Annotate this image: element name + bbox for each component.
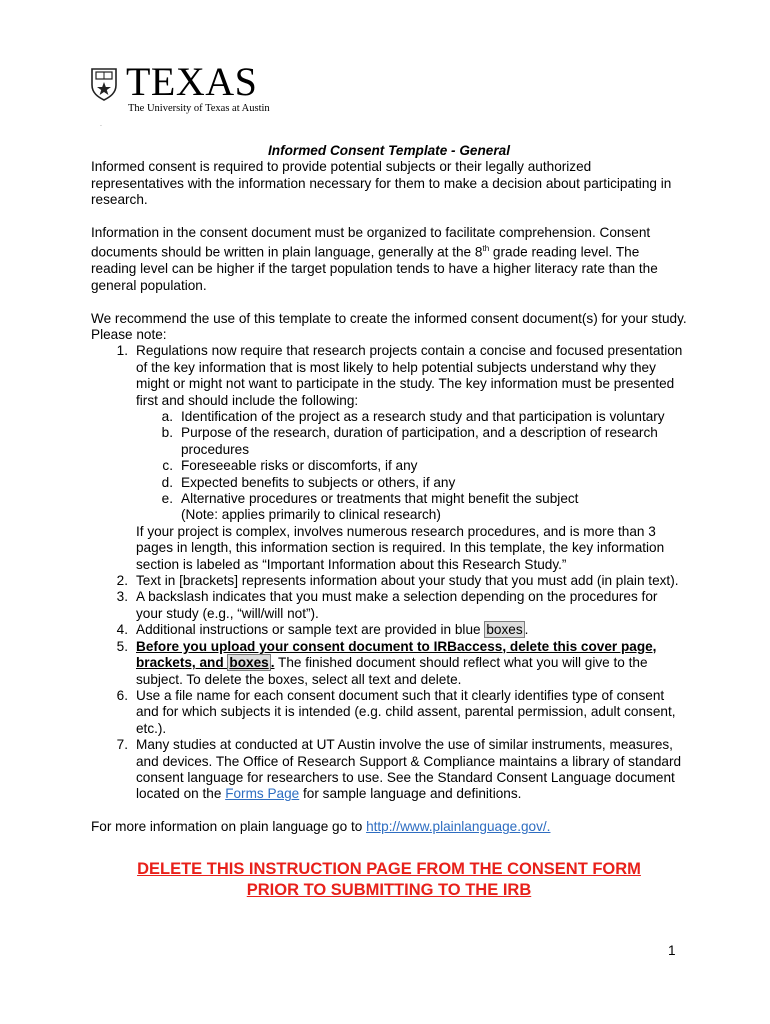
sub-item-text: Purpose of the research, duration of participation, and a description of research procedures	[181, 425, 658, 457]
key-info-sublist	[136, 409, 687, 524]
sub-item-note: (Note: applies primarily to clinical research)	[181, 507, 441, 523]
list-item	[91, 573, 687, 589]
recommendation-paragraph: We recommend the use of this template to create the informed consent document(s) for your study. Please note:	[91, 310, 687, 342]
list-item	[91, 688, 687, 737]
sample-box: boxes	[486, 622, 523, 638]
instruction-list	[91, 343, 687, 802]
more-info-paragraph	[91, 819, 687, 835]
delete-warning-line-2: PRIOR TO SUBMITTING TO THE IRB	[246, 880, 532, 899]
logo-subtitle: The University of Texas at Austin	[128, 103, 270, 114]
plain-language-link[interactable]: http://www.plainlanguage.gov/.	[366, 819, 551, 835]
item-text: Text in [brackets] represents information about your study that you must add (in plain text).	[136, 573, 679, 589]
reading-level-text-a: Information in the consent document must be organized to facilitate comprehension. Consent documents should be written in plain language, generally at the 8	[91, 225, 651, 260]
sub-item-letter: e.	[161, 491, 173, 507]
delete-instruction-bold: Before you upload your consent document to IRBaccess, delete this cover page, brackets, and	[136, 638, 657, 671]
delete-warning-line-1: DELETE THIS INSTRUCTION PAGE FROM THE CONSENT FORM	[137, 859, 641, 878]
sub-item-text: Expected benefits to subjects or others, if any	[181, 474, 456, 490]
tick-mark: .	[100, 121, 102, 128]
item-text: Many studies at conducted at UT Austin involve the use of similar instruments, measures, and devices. The Office of Research Support & Compliance maintains a library of standard consent language for researchers to use. See the Standard Consent Language document located on the	[136, 737, 682, 802]
reading-level-paragraph	[91, 225, 687, 294]
document-title: Informed Consent Template - General	[268, 143, 510, 158]
item-number: 4.	[116, 622, 128, 638]
forms-page-link[interactable]: Forms Page	[225, 786, 300, 802]
list-item	[91, 589, 687, 622]
sub-list-item	[136, 491, 687, 524]
sub-item-text: Identification of the project as a research study and that participation is voluntary	[181, 409, 665, 424]
sub-item-text: Alternative procedures or treatments that might benefit the subject	[181, 491, 579, 507]
sub-item-text: Foreseeable risks or discomforts, if any	[181, 458, 418, 474]
logo-wordmark: TEXAS	[126, 59, 258, 104]
item-number: 1.	[116, 343, 128, 359]
item-text: Regulations now require that research projects contain a concise and focused presentation of the key information that is most likely to help potential subjects understand why they might or might not want to participate in the study. The key information must be presented first and should include the following:	[136, 343, 683, 408]
sample-box: boxes	[229, 655, 269, 671]
list-item	[91, 343, 687, 573]
item-text: The finished document should reflect what you will give to the subject. To delete the boxes, select all text and delete.	[136, 655, 648, 687]
intro-paragraph: Informed consent is required to provide potential subjects or their legally authorized representatives with the information necessary for them to make a decision about participating in research.	[91, 159, 672, 208]
page-number: 1	[668, 943, 676, 958]
list-item	[91, 639, 687, 688]
item-text: Additional instructions or sample text are provided in blue	[136, 622, 485, 638]
sub-item-letter: c.	[162, 458, 173, 474]
sub-item-letter: b.	[161, 425, 173, 441]
sub-item-letter: a.	[161, 409, 173, 424]
item-text: Use a file name for each consent document such that it clearly identifies type of consent and for which subjects it is intended (e.g. child assent, parental permission, adult consent, etc.).	[136, 687, 676, 736]
ordinal-suffix: th	[482, 244, 490, 254]
sub-item-letter: d.	[161, 474, 173, 490]
document-body	[91, 143, 687, 901]
reading-level-text-b: grade reading level. The reading level can be higher if the target population tends to have a higher literacy rate than the general population.	[91, 244, 658, 293]
item-number: 6.	[116, 687, 128, 703]
item-number: 3.	[116, 589, 128, 605]
delete-instruction-period: .	[270, 655, 275, 671]
sub-list-item	[136, 475, 687, 491]
item-number: 7.	[116, 737, 128, 753]
sub-list-item	[136, 425, 687, 458]
ut-austin-logo	[90, 59, 290, 114]
item-text-end: for sample language and definitions.	[299, 786, 522, 802]
item-followup-text: If your project is complex, involves numerous research procedures, and is more than 3 pages in length, this information section is required. In this template, the key information section is labeled as “Important Information about this Research Study.”	[136, 523, 665, 572]
sub-list-item	[136, 458, 687, 474]
item-text-end: .	[524, 622, 529, 638]
list-item	[91, 622, 687, 638]
sub-list-item	[136, 409, 687, 425]
item-number: 2.	[116, 573, 128, 589]
list-item	[91, 737, 687, 803]
item-number: 5.	[116, 638, 128, 654]
more-info-text: For more information on plain language go to	[91, 819, 367, 835]
ut-seal-icon	[90, 67, 118, 101]
item-text: A backslash indicates that you must make a selection depending on the procedures for your study (e.g., “will/will not”).	[136, 589, 658, 621]
